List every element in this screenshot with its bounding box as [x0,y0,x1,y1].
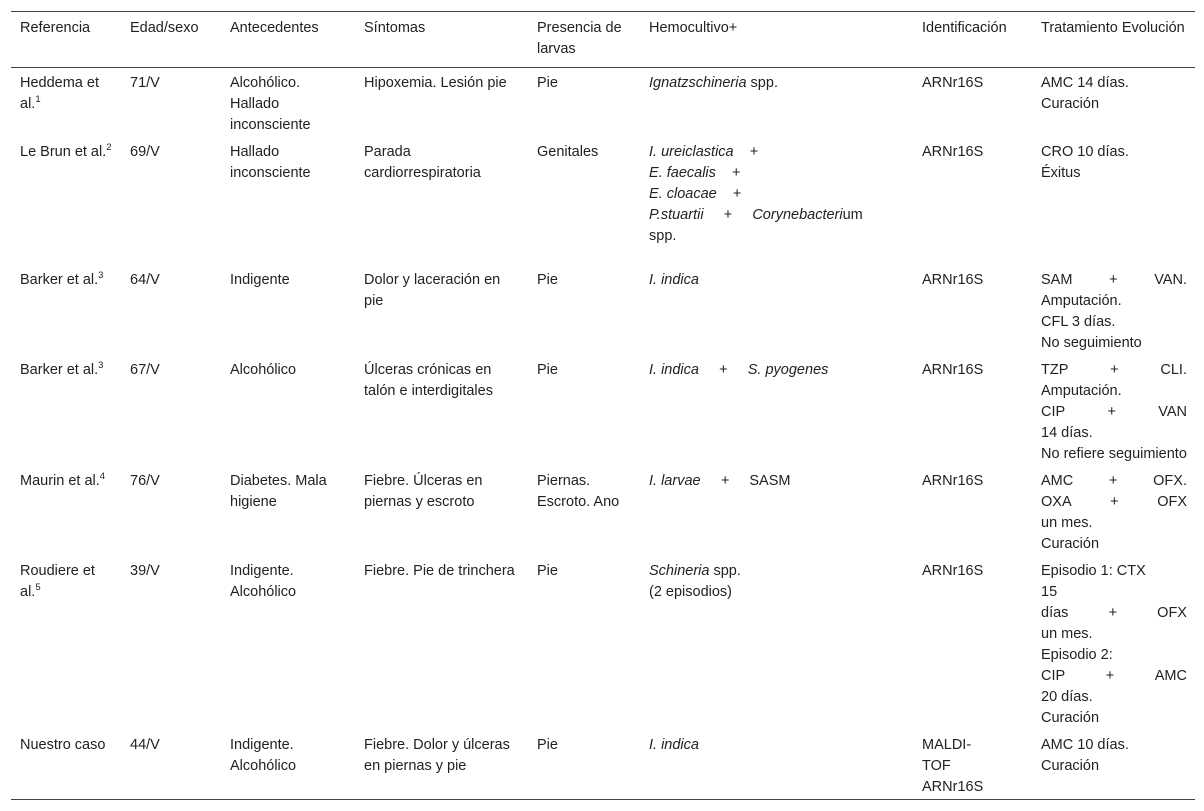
cell-tratamiento: AMC 10 días. Curación [1041,737,1129,774]
cell-hemocultivo: I. indica [649,737,699,753]
header-antecedentes: Antecedentes [230,20,319,36]
cell-sintomas: Fiebre. Dolor y úlceras en piernas y pie [364,737,510,774]
cell-identificacion: MALDI- TOF ARNr16S [922,737,984,795]
header-tratamiento: Tratamiento Evolución [1041,20,1185,36]
cell-referencia: Le Brun et al.$^2$ [20,142,112,160]
cell-larvas: Pie [537,362,558,378]
cell-identificacion: ARNr16S [922,563,984,579]
cell-antecedentes: Diabetes. Mala higiene [230,473,327,510]
header-identificacion: Identificación [922,20,1007,36]
cell-tratamiento: AMC 14 días. Curación [1041,75,1129,112]
cell-larvas: Genitales [537,144,599,160]
header-edad-sexo: Edad/sexo [130,20,199,36]
cell-tratamiento: AMC + OFX. OXA + OFX un mes. Curación [1041,473,1187,552]
cell-hemocultivo: Ignatzschineria spp. [649,75,778,91]
cell-referencia: Roudiere et al.$^5$ [20,563,95,600]
cell-antecedentes: Hallado inconsciente [230,144,311,181]
cell-larvas: Pie [537,563,558,579]
cell-antecedentes: Alcohólico. Hallado inconsciente [230,75,311,133]
cell-referencia: Barker et al.$^3$ [20,270,104,288]
cell-hemocultivo: I. ureiclastica + E. faecalis + E. cloacae + P.stuartii + Corynebacterium spp. [649,144,863,244]
table-row [11,730,1195,800]
cell-edad: 71/V [130,75,160,91]
cell-hemocultivo: Schineria spp. (2 episodios) [649,563,741,600]
cell-antecedentes: Indigente. Alcohólico [230,563,297,600]
table-header-row [11,12,1195,68]
table-row [11,355,1195,466]
header-sintomas: Síntomas [364,20,426,36]
cell-antecedentes: Indigente. Alcohólico [230,737,297,774]
cell-referencia: Maurin et al.$^4$ [20,471,106,489]
table-row [11,466,1195,556]
cell-tratamiento: Episodio 1: CTX 15 días + OFX un mes. Episodio 2: CIP + AMC 20 días. Curación [1041,563,1187,726]
cell-edad: 76/V [130,473,160,489]
cell-tratamiento: TZP + CLI. Amputación. CIP + VAN 14 días. No refiere seguimiento [1041,362,1187,462]
cell-sintomas: Úlceras crónicas en talón e interdigitales [364,362,493,399]
cell-edad: 67/V [130,362,160,378]
cell-edad: 39/V [130,563,160,579]
cell-edad: 69/V [130,144,160,160]
cell-sintomas: Dolor y laceración en pie [364,272,501,309]
header-presencia-larvas: Presencia de larvas [537,20,622,57]
results-table-container [11,11,1195,800]
cell-identificacion: ARNr16S [922,272,984,288]
cell-sintomas: Fiebre. Pie de trinchera [364,563,515,579]
header-referencia: Referencia [20,20,91,36]
table-row [11,556,1195,730]
cell-antecedentes: Alcohólico [230,362,297,378]
cell-larvas: Pie [537,272,558,288]
cell-hemocultivo: I. indica + S. pyogenes [649,362,829,378]
cell-identificacion: ARNr16S [922,362,984,378]
table-row [11,137,1195,265]
cases-table [11,11,1195,800]
cell-identificacion: ARNr16S [922,144,984,160]
cell-larvas: Piernas. Escroto. Ano [537,473,620,510]
cell-tratamiento: SAM + VAN. Amputación. CFL 3 días. No seguimiento [1041,272,1187,351]
cell-referencia: Barker et al.$^3$ [20,360,104,378]
cell-sintomas: Fiebre. Úlceras en piernas y escroto [364,473,483,510]
cell-edad: 44/V [130,737,160,753]
cell-antecedentes: Indigente [230,272,290,288]
cell-referencia: Heddema et al.$^1$ [20,75,99,112]
cell-referencia: Nuestro caso [20,737,106,753]
table-row [11,68,1195,138]
cell-identificacion: ARNr16S [922,75,984,91]
cell-hemocultivo: I. larvae + SASM [649,473,791,489]
cell-sintomas: Hipoxemia. Lesión pie [364,75,507,91]
cell-tratamiento: CRO 10 días. Éxitus [1041,144,1129,181]
cell-edad: 64/V [130,272,160,288]
cell-identificacion: ARNr16S [922,473,984,489]
cell-hemocultivo: I. indica [649,272,699,288]
cell-sintomas: Parada cardiorrespiratoria [364,144,481,181]
header-hemocultivo: Hemocultivo+ [649,20,738,36]
cell-larvas: Pie [537,75,558,91]
table-row [11,265,1195,355]
cell-larvas: Pie [537,737,558,753]
